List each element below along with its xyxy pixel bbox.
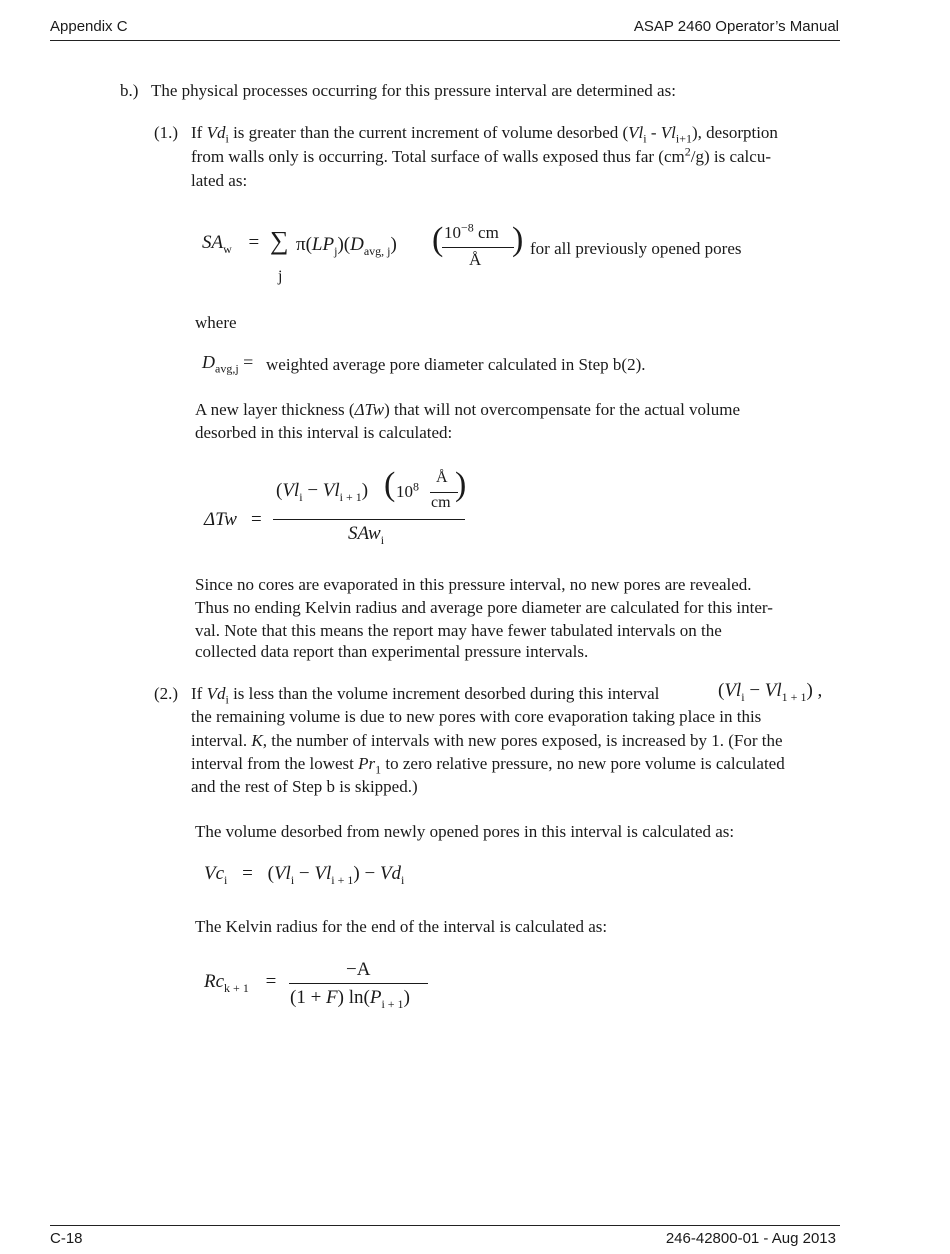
footer-right: 246-42800-01 - Aug 2013 xyxy=(665,1230,836,1247)
frac-num-cm: $10^{-8}$ cm xyxy=(444,220,499,242)
kelvin-desc: The Kelvin radius for the end of the interval is calculated as: xyxy=(195,917,608,936)
item-1-line3: lated as: xyxy=(191,171,248,190)
item-1-line1: If $Vd_i$ is greater than the current increment of volume desorbed $(Vl_i - Vl_{i+1})$, desorption xyxy=(191,123,778,146)
footer-left: C-18 xyxy=(50,1230,83,1247)
davg-symbol: $D_{avg,j}$ = xyxy=(202,352,254,376)
header-left: Appendix C xyxy=(50,18,128,35)
step-b-text: The physical processes occurring for this pressure interval are determined as: xyxy=(151,81,676,100)
new-layer-line2: desorbed in this interval is calculated: xyxy=(195,423,453,442)
frac-bar-2 xyxy=(430,492,458,493)
eq-rc-lhs: $Rc_{k + 1}$ = xyxy=(204,971,277,995)
eq-dtw-lhs: ΔTw = xyxy=(204,509,262,530)
header-rule xyxy=(50,40,840,41)
frac-bar-1 xyxy=(442,247,514,248)
eq-saw-tail: for all previously opened pores xyxy=(530,239,742,258)
eq-saw-terms: $\pi(LP_j)(D_{avg, j})$ xyxy=(296,234,397,258)
frac2-den-cm: cm xyxy=(431,494,451,511)
since-line4: collected data report than experimental pressure intervals. xyxy=(195,642,589,661)
item-1-label: (1.) xyxy=(154,123,179,142)
eq-dtw-numerator: $(Vl_i - Vl_{i + 1})$ xyxy=(276,480,369,504)
eq-rc-numerator: −A xyxy=(346,959,371,980)
item-2-line4: interval from the lowest $Pr_1$ to zero relative pressure, no new pore volume is calculated xyxy=(191,754,785,777)
item-2-line5: and the rest of Step b is skipped.) xyxy=(191,777,418,796)
item-2-label: (2.) xyxy=(154,684,179,703)
frac-den-angstrom: Å xyxy=(469,250,482,269)
where-text: where xyxy=(195,313,237,332)
eq-dtw-denominator: SAw$_i$ xyxy=(348,523,385,547)
frac2-num-angstrom: Å xyxy=(436,469,448,486)
paren-right: ) xyxy=(512,221,524,258)
volume-desc: The volume desorbed from newly opened pores in this interval is calculated as: xyxy=(195,822,735,841)
since-line3: val. Note that this means the report may have fewer tabulated intervals on the xyxy=(195,621,722,640)
footer-rule xyxy=(50,1225,840,1226)
item-2-interval-expr: $(Vl_i - Vl_{1 + 1})$ , xyxy=(718,680,823,704)
item-2-line3: interval. K, the number of intervals with new pores exposed, is increased by 1. (For the xyxy=(191,731,783,750)
sum-symbol: ∑ xyxy=(270,226,289,255)
step-b-label: b.) xyxy=(120,81,139,100)
item-2-line1: If $Vd_i$ is less than the volume increment desorbed during this interval xyxy=(191,684,660,707)
item-1-line2: from walls only is occurring. Total surface of walls exposed thus far $(cm^2/g)$ is calcu- xyxy=(191,144,771,166)
paren2-right: ) xyxy=(455,466,467,503)
paren-left: ( xyxy=(432,221,444,258)
ten-eight: $10^8$ xyxy=(396,479,419,501)
new-layer-line1: A new layer thickness (ΔTw) that will not overcompensate for the actual volume xyxy=(195,400,741,419)
eq-rc-denominator: (1 + F) $\ln(P_{i + 1})$ xyxy=(290,987,410,1011)
frac-bar-rc xyxy=(289,983,428,984)
frac-bar-main xyxy=(273,519,465,520)
davg-definition: weighted average pore diameter calculated in Step b(2). xyxy=(266,355,646,374)
eq-vc: $Vc_i = (Vl_i - Vl_{i + 1}) - Vd_i$ xyxy=(204,863,405,887)
header-right: ASAP 2460 Operator’s Manual xyxy=(633,18,839,35)
since-line1: Since no cores are evaporated in this pressure interval, no new pores are revealed. xyxy=(195,575,752,594)
item-2-line2: the remaining volume is due to new pores with core evaporation taking place in this xyxy=(191,707,762,726)
paren2-left: ( xyxy=(384,466,396,503)
sum-index: j xyxy=(278,268,283,285)
eq-saw-lhs: $SA_w$ = xyxy=(202,232,260,256)
since-line2: Thus no ending Kelvin radius and average pore diameter are calculated for this inter- xyxy=(195,598,773,617)
